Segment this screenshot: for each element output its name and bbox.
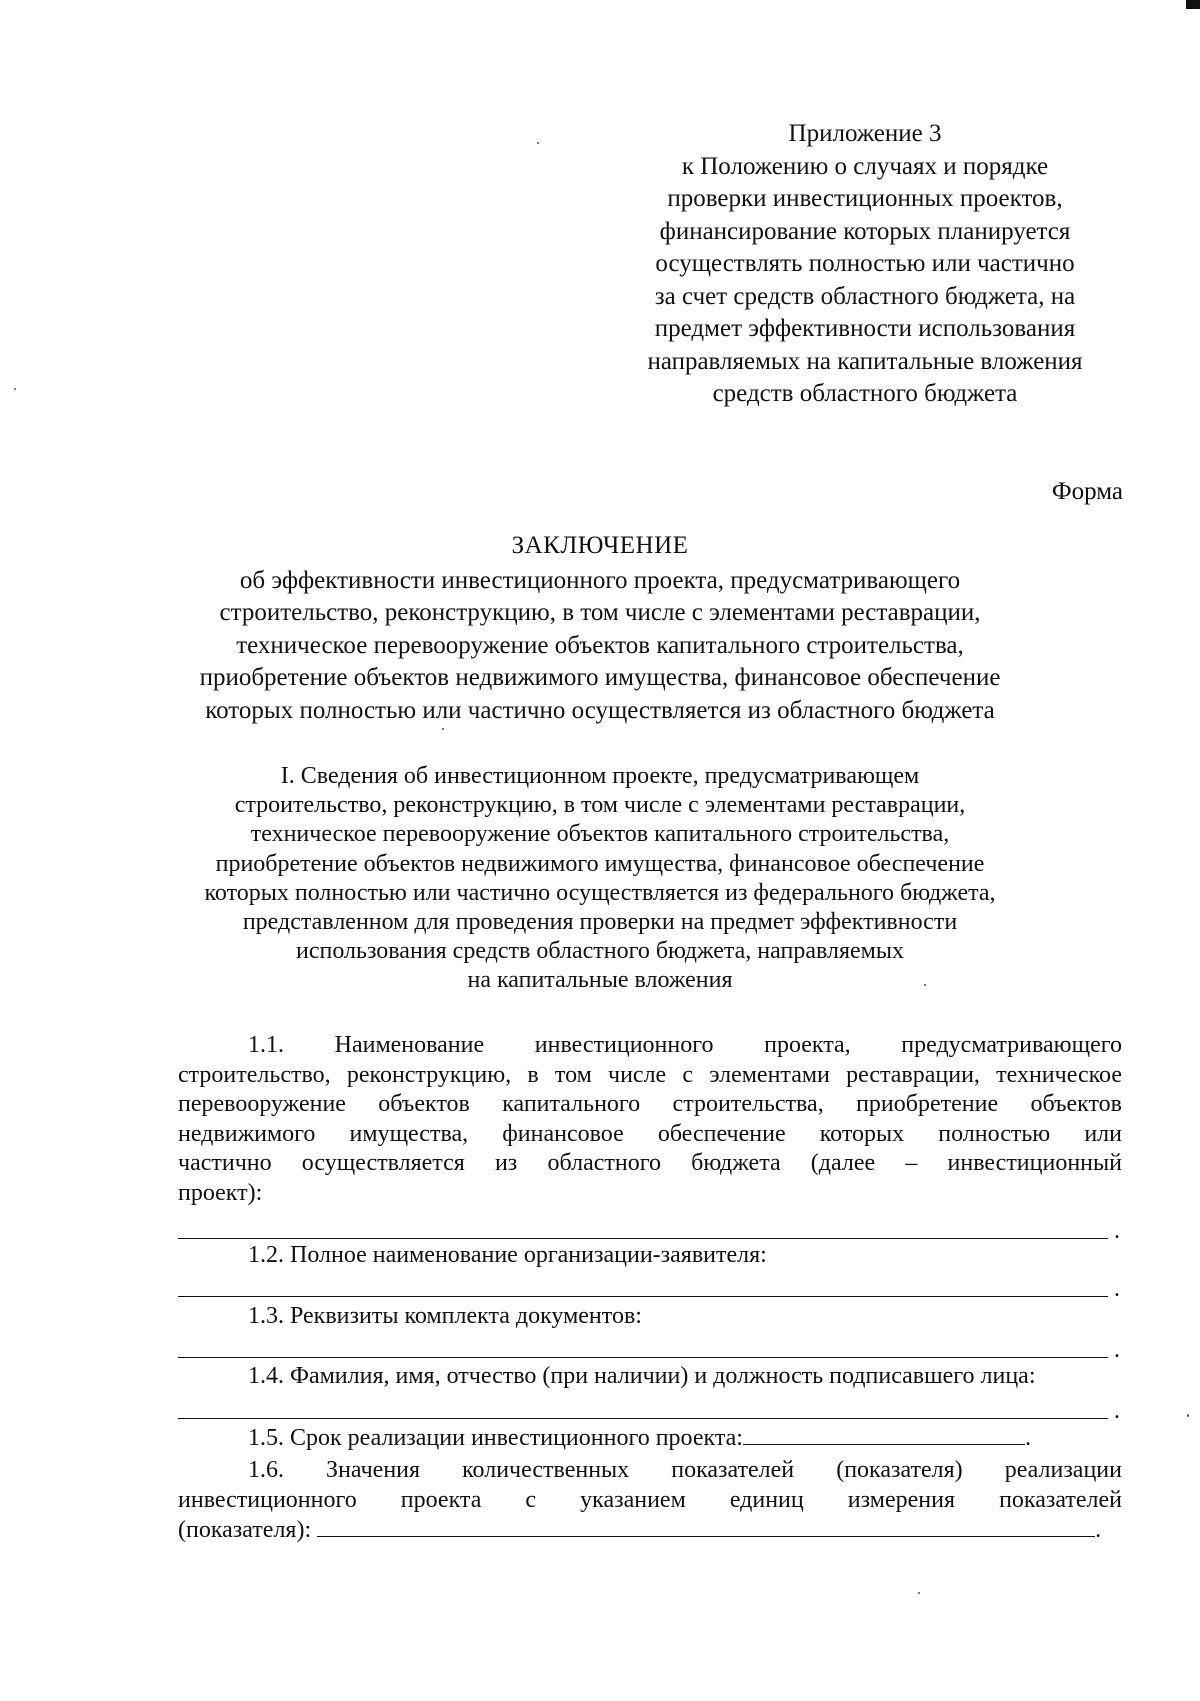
document-title <box>120 530 1080 727</box>
item-1-2-label: 1.2. Полное наименование организации-заявителя: <box>248 1242 767 1268</box>
section-line: на капитальные вложения <box>467 967 733 994</box>
title-line: которых полностью или частично осуществляется из областного бюджета <box>205 696 995 724</box>
annex-line: направляемых на капитальные вложения <box>647 347 1083 375</box>
blank-field-1-3[interactable] <box>178 1337 1120 1363</box>
paragraph-line: недвижимого имущества, финансовое обеспечение которых полностью или <box>178 1120 1122 1147</box>
annex-line: средств областного бюджета <box>712 380 1018 407</box>
item-1-4-label: 1.4. Фамилия, имя, отчество (при наличии) и должность подписавшего лица: <box>248 1363 1036 1389</box>
scan-speck <box>537 142 539 144</box>
item-1-5-label: 1.5. Срок реализации инвестиционного проекта: <box>248 1425 743 1451</box>
title-line: приобретение объектов недвижимого имущества, финансовое обеспечение <box>199 664 1001 691</box>
blank-field-1-1[interactable] <box>178 1218 1120 1244</box>
period-mark: . <box>1114 1337 1120 1363</box>
scan-speck <box>924 984 926 986</box>
item-1-3-label: 1.3. Реквизиты комплекта документов: <box>248 1303 642 1329</box>
section-line: представленном для проведения проверки на предмет эффективности <box>242 909 958 936</box>
period-mark: . <box>1024 1425 1031 1451</box>
title-line: техническое перевооружение объектов капитального строительства, <box>236 631 964 659</box>
form-label: Форма <box>1051 478 1123 505</box>
scan-speck <box>442 728 444 730</box>
paragraph-line: проект): <box>178 1179 263 1206</box>
paragraph-line: строительство, реконструкцию, в том числе с элементами реставрации, техническое <box>178 1061 1122 1088</box>
section-1-heading <box>120 762 1080 996</box>
section-line: строительство, реконструкцию, в том числе с элементами реставрации, <box>234 792 966 819</box>
paragraph-line <box>178 1515 1122 1545</box>
blank-field-1-6[interactable] <box>317 1516 1095 1537</box>
paragraph-line: 1.1. Наименование инвестиционного проекта, предусматривающего <box>248 1032 1122 1058</box>
annex-line: проверки инвестиционных проектов, <box>667 185 1063 212</box>
paragraph-line: частично осуществляется из областного бюджета (далее – инвестиционный <box>178 1150 1122 1176</box>
section-line: техническое перевооружение объектов капитального строительства, <box>250 821 950 848</box>
blank-field-1-5[interactable] <box>743 1424 1025 1445</box>
paragraph-line: перевооружение объектов капитального строительства, приобретение объектов <box>178 1091 1122 1117</box>
annex-line: Приложение 3 <box>788 120 942 147</box>
item-1-5 <box>248 1424 1031 1454</box>
paragraph-1-6 <box>178 1455 1122 1545</box>
section-line: которых полностью или частично осуществляется из федерального бюджета, <box>204 879 996 906</box>
annex-line: осуществлять полностью или частично <box>655 250 1075 277</box>
scan-speck <box>14 388 16 390</box>
annex-header <box>620 118 1110 411</box>
section-line: приобретение объектов недвижимого имущества, финансовое обеспечение <box>215 850 985 877</box>
annex-line: предмет эффективности использования <box>654 315 1076 342</box>
title-line: об эффективности инвестиционного проекта, предусматривающего <box>239 566 961 594</box>
scan-speck <box>1187 1414 1189 1417</box>
blank-field-1-2[interactable] <box>178 1276 1120 1302</box>
section-line: использования средств областного бюджета, направляемых <box>296 938 904 965</box>
title-heading: ЗАКЛЮЧЕНИЕ <box>511 532 689 559</box>
title-line: строительство, реконструкцию, в том числе с элементами реставрации, <box>219 599 981 626</box>
section-line: I. Сведения об инвестиционном проекте, предусматривающем <box>280 763 920 789</box>
paragraph-line: инвестиционного проекта с указанием единиц измерения показателей <box>178 1487 1122 1513</box>
annex-line: к Положению о случаях и порядке <box>681 152 1049 180</box>
annex-line: финансирование которых планируется <box>659 217 1071 245</box>
annex-line: за счет средств областного бюджета, на <box>654 282 1076 310</box>
period-mark: . <box>1114 1276 1120 1302</box>
period-mark: . <box>1114 1398 1120 1424</box>
scan-speck <box>918 1592 920 1594</box>
period-mark: . <box>1114 1218 1120 1244</box>
item-1-6-tail-label: (показателя): <box>178 1517 312 1543</box>
paragraph-1-1 <box>178 1031 1122 1208</box>
scan-corner-mark <box>1186 0 1200 9</box>
paragraph-line: 1.6. Значения количественных показателей (показателя) реализации <box>248 1457 1122 1483</box>
period-mark: . <box>1095 1517 1102 1543</box>
blank-field-1-4[interactable] <box>178 1398 1120 1424</box>
